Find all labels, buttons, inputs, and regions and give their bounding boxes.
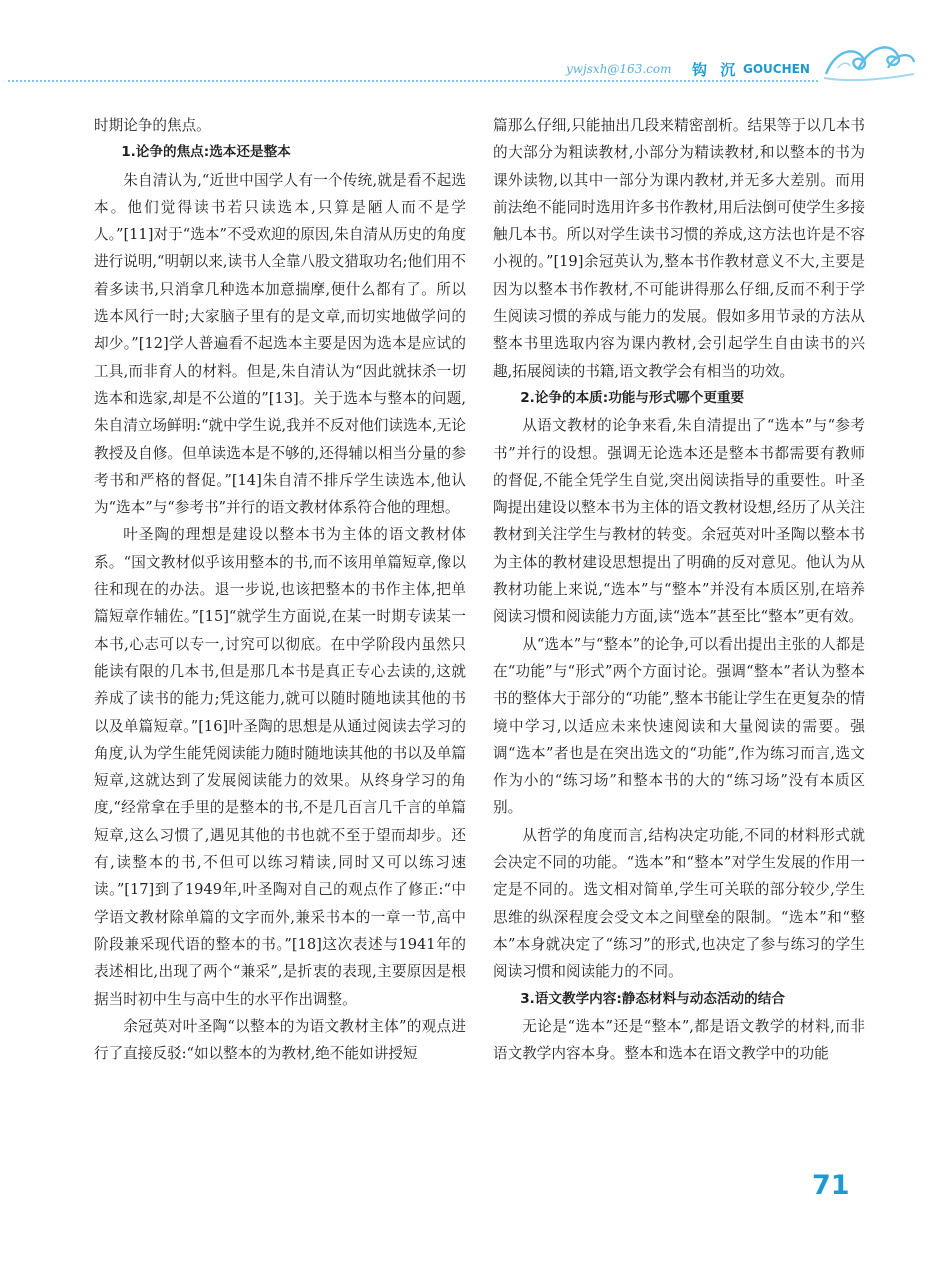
- page-header: [0, 0, 950, 90]
- section-heading: 2.论争的本质:功能与形式哪个更重要: [520, 389, 745, 406]
- paragraph: 无论是“选本”还是“整本”,都是语文教学的材料,而非语文教学内容本身。整本和选本在语文教学中的功能: [493, 1017, 865, 1063]
- paragraph: 从语文教材的论争来看,朱自清提出了“选本”与“参考书”并行的设想。强调无论选本还是整本书都需要有教师的督促,不能全凭学生自觉,突出阅读指导的重要性。叶圣陶提出建设以整本书为主体的语文教材设想,经历了从关注教材到关注学生与教材的转变。余冠英对叶圣陶以整本书为主体的教材建设思想提出了明确的反对意见。他认为从教材功能上来说,“选本”与“整本”并没有本质区别,在培养阅读习惯和阅读能力方面,读“选本”甚至比“整本”更有效。: [493, 417, 865, 626]
- header-column-name-cn: 钩 沉: [692, 61, 740, 79]
- page-number: 71: [812, 1170, 850, 1201]
- header-dotted-rule: [8, 80, 818, 82]
- paragraph: 朱自清认为,“近世中国学人有一个传统,就是看不起选本。他们觉得读书若只读选本,只算是陋人而不是学人。”[11]对于“选本”不受欢迎的原因,朱自清从历史的角度进行说明,“明朝以来,读书人全靠八股文猎取功名;他们用不着多读书,只消拿几种选本加意揣摩,便什么都有了。所以选本风行一时;大家脑子里有的是文章,而切实地做学问的却少。”[12]学人普遍看不起选本主要是因为选本是应试的工具,而非育人的材料。但是,朱自清认为“因此就抹杀一切选本和选家,却是不公道的”[13]。关于选本与整本的问题,朱自清立场鲜明:“就中学生说,我并不反对他们读选本,无论教授及自修。但单读选本是不够的,还得辅以相当分量的参考书和严格的督促。”[14]朱自清不排斥学生读选本,他认为“选本”与“参考书”并行的语文教材体系符合他的理想。: [94, 171, 466, 517]
- right-text-column: [493, 112, 865, 1067]
- paragraph: 从“选本”与“整本”的论争,可以看出提出主张的人都是在“功能”与“形式”两个方面讨论。强调“整本”者认为整本书的整体大于部分的“功能”,整本书能让学生在更复杂的情境中学习,以适应未来快速阅读和大量阅读的需要。强调“选本”者也是在突出选文的“功能”,作为练习而言,选文作为小的“练习场”和整本书的大的“练习场”没有本质区别。: [493, 635, 865, 817]
- left-text-column: [94, 112, 466, 1067]
- paragraph: 篇那么仔细,只能抽出几段来精密剖析。结果等于以几本书的大部分为粗读教材,小部分为精读教材,和以整本的书为课外读物,以其中一部分为课内教材,并无多大差别。而用前法绝不能同时选用许多书作教材,用后法倒可使学生多接触几本书。所以对学生读书习惯的养成,这方法也许是不容小视的。”[19]余冠英认为,整本书作教材意义不大,主要是因为以整本书作教材,不可能讲得那么仔细,反而不利于学生阅读习惯的养成与能力的发展。假如多用节录的方法从整本书里选取内容为课内教材,会引起学生自由读书的兴趣,拓展阅读的书籍,语文教学会有相当的功效。: [493, 117, 865, 380]
- section-heading: 1.论争的焦点:选本还是整本: [121, 144, 291, 161]
- cloud-wave-logo-icon: [818, 34, 918, 84]
- paragraph: 叶圣陶的理想是建设以整本书为主体的语文教材体系。“国文教材似乎该用整本的书,而不该用单篇短章,像以往和现在的办法。退一步说,也该把整本的书作主体,把单篇短章作辅佐。”[15]“就学生方面说,在某一时期专读某一本书,心志可以专一,讨究可以彻底。在中学阶段内虽然只能读有限的几本书,但是那几本书是真正专心去读的,这就养成了读书的能力;凭这能力,就可以随时随地读其他的书以及单篇短章。”[16]叶圣陶的思想是从通过阅读去学习的角度,认为学生能凭阅读能力随时随地读其他的书以及单篇短章,这就达到了发展阅读能力的效果。从终身学习的角度,“经常拿在手里的是整本的书,不是几百言几千言的单篇短章,这么习惯了,遇见其他的书也就不至于望而却步。还有,读整本的书,不但可以练习精读,同时又可以练习速读。”[17]到了1949年,叶圣陶对自己的观点作了修正:“中学语文教材除单篇的文字而外,兼采书本的一章一节,高中阶段兼采现代语的整本的书。”[18]这次表述与1941年的表述相比,出现了两个“兼采”,是折衷的表现,主要原因是根据当时初中生与高中生的水平作出调整。: [94, 526, 466, 1008]
- section-heading: 3.语文教学内容:静态材料与动态活动的结合: [520, 990, 785, 1007]
- paragraph: 余冠英对叶圣陶“以整本的为语文教材主体”的观点进行了直接反驳:“如以整本的为教材,绝不能如讲授短: [94, 1017, 466, 1063]
- paragraph: 从哲学的角度而言,结构决定功能,不同的材料形式就会决定不同的功能。“选本”和“整本”对学生发展的作用一定是不同的。选文相对简单,学生可关联的部分较少,学生思维的纵深程度会受文本之间壁垒的限制。“选本”和“整本”本身就决定了“练习”的形式,也决定了参与练习的学生阅读习惯和阅读能力的不同。: [493, 826, 865, 981]
- header-email: ywjsxh@163.com: [566, 62, 672, 76]
- paragraph: 时期论争的焦点。: [94, 117, 211, 134]
- header-column-name-en: GOUCHEN: [743, 62, 810, 76]
